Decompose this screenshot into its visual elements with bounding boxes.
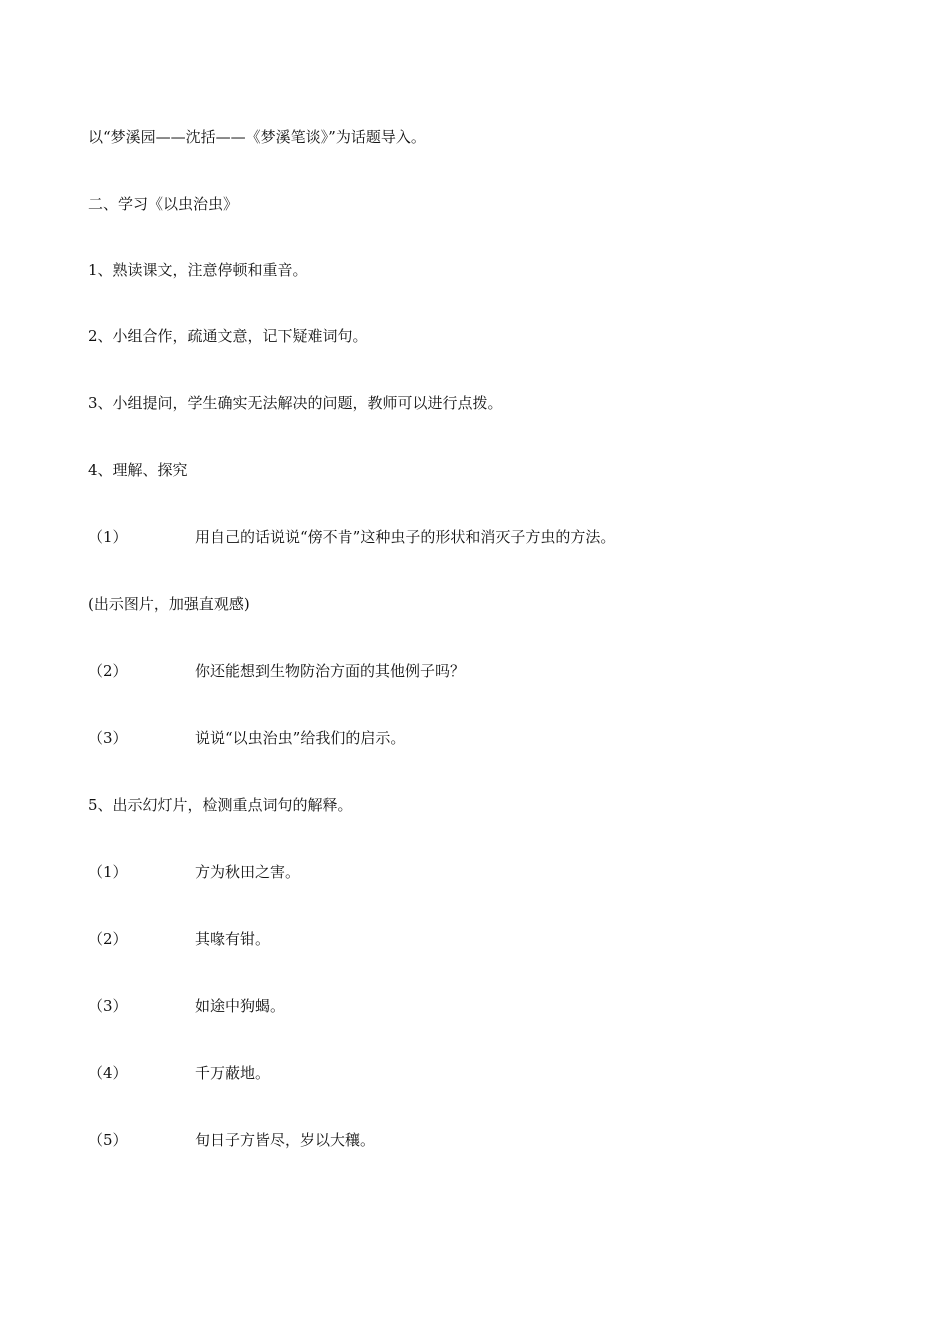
check-item-number: （5） [88,1131,128,1149]
check-item-text: 如途中狗蝎。 [195,997,286,1015]
check-item-number: （1） [88,863,128,881]
show-pictures-note: (出示图片，加强直观感) [88,595,250,613]
check-item-number: （3） [88,997,128,1015]
section-heading: 二、学习《以虫治虫》 [88,195,239,213]
step-3: 3、小组提问，学生确实无法解决的问题，教师可以进行点拨。 [88,394,503,412]
explore-item-text: 说说“以虫治虫”给我们的启示。 [195,729,406,747]
step-1: 1、熟读课文，注意停顿和重音。 [88,261,308,279]
check-item-number: （2） [88,930,128,948]
explore-item-number: （1） [88,528,128,546]
explore-item-number: （3） [88,729,128,747]
check-item-text: 方为秋田之害。 [195,863,301,881]
check-item-text: 其喙有钳。 [195,930,271,948]
check-item-text: 旬日子方皆尽，岁以大穰。 [195,1131,376,1149]
explore-item-text: 你还能想到生物防治方面的其他例子吗？ [195,662,466,680]
intro-line: 以“梦溪园——沈括——《梦溪笔谈》”为话题导入。 [88,128,426,146]
explore-item-number: （2） [88,662,128,680]
step-5: 5、出示幻灯片，检测重点词句的解释。 [88,796,353,814]
step-4: 4、理解、探究 [88,461,188,479]
check-item-number: （4） [88,1064,128,1082]
check-item-text: 千万蔽地。 [195,1064,271,1082]
step-2: 2、小组合作，疏通文意，记下疑难词句。 [88,327,368,345]
explore-item-text: 用自己的话说说“傍不肯”这种虫子的形状和消灭子方虫的方法。 [195,528,616,546]
